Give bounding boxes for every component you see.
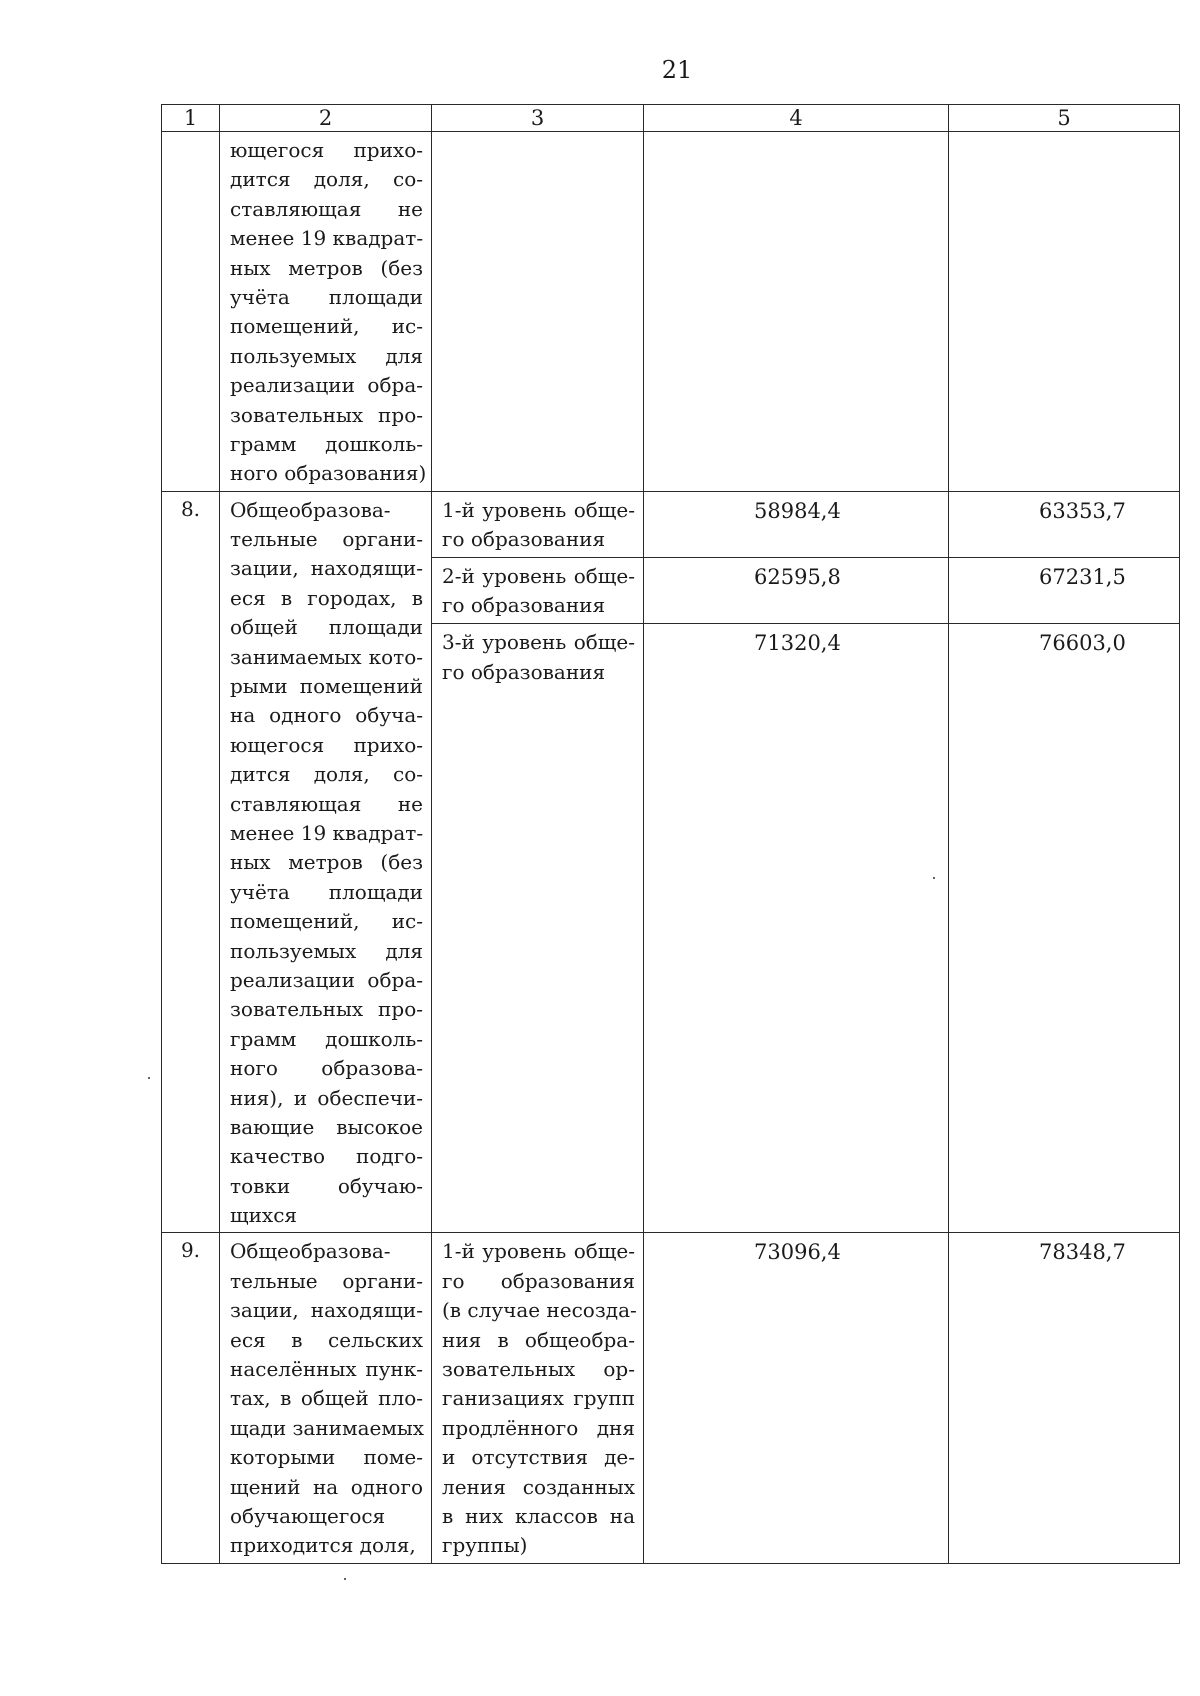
row-number: 8. bbox=[162, 491, 220, 1233]
header-col-2: 2 bbox=[220, 105, 432, 132]
description-cell bbox=[220, 1233, 432, 1563]
text-line: (в случае несозда- bbox=[442, 1298, 637, 1323]
text-line: реализации обра- bbox=[230, 967, 423, 992]
text-line: грамм дошколь- bbox=[230, 431, 423, 456]
value-cell-col4: 62595,8 bbox=[644, 558, 949, 624]
text-line: тельные органи- bbox=[230, 1268, 423, 1293]
scan-speck bbox=[148, 1077, 150, 1079]
value-cell-col5: 63353,7 bbox=[949, 491, 1180, 557]
text-line: зовательных ор- bbox=[442, 1357, 635, 1382]
text-line: зации, находящи- bbox=[230, 556, 423, 581]
text-line: и отсутствия де- bbox=[442, 1445, 635, 1470]
text-line: помещений, ис- bbox=[230, 909, 423, 934]
text-line: еся в городах, в bbox=[230, 585, 423, 610]
level-cell bbox=[432, 624, 644, 1233]
value-cell-col5: 67231,5 bbox=[949, 558, 1180, 624]
header-col-5: 5 bbox=[949, 105, 1180, 132]
text-line: 3-й уровень обще- bbox=[442, 630, 635, 655]
header-col-4: 4 bbox=[644, 105, 949, 132]
page-number: 21 bbox=[661, 56, 693, 84]
scan-speck bbox=[344, 1578, 346, 1580]
text-line: тельные органи- bbox=[230, 527, 423, 552]
text-line: ставляющая не bbox=[230, 196, 423, 221]
text-line: учёта площади bbox=[230, 879, 423, 904]
description-cell bbox=[220, 491, 432, 1233]
text-line: ного образова- bbox=[230, 1056, 423, 1081]
text-line: го образования bbox=[442, 593, 606, 618]
level-cell bbox=[432, 1233, 644, 1563]
table-row-continuation bbox=[162, 132, 1180, 492]
row-number-cell bbox=[162, 132, 220, 492]
text-line: реализации обра- bbox=[230, 373, 423, 398]
text-line: населённых пунк- bbox=[230, 1357, 423, 1382]
text-line: ных метров (без bbox=[230, 255, 423, 280]
text-line: Общеобразова- bbox=[230, 1239, 391, 1264]
text-line: ганизациях групп bbox=[442, 1386, 635, 1411]
value-cell-col4: 71320,4 bbox=[644, 624, 949, 1233]
text-line: грамм дошколь- bbox=[230, 1026, 423, 1051]
text-line: ния), и обеспечи- bbox=[230, 1085, 423, 1110]
description-cell bbox=[220, 132, 432, 492]
header-col-3: 3 bbox=[432, 105, 644, 132]
text-line: 1-й уровень обще- bbox=[442, 1239, 635, 1264]
scan-speck bbox=[933, 877, 935, 879]
value-cell-col4: 73096,4 bbox=[644, 1233, 949, 1563]
text-line: рыми помещений bbox=[230, 674, 423, 699]
text-line: ных метров (без bbox=[230, 850, 423, 875]
table-row-8-level-1 bbox=[162, 491, 1180, 557]
text-line: щений на одного bbox=[230, 1474, 423, 1499]
text-line: ления созданных bbox=[442, 1474, 635, 1499]
tariff-table bbox=[161, 104, 1180, 1564]
text-line: вающие высокое bbox=[230, 1114, 423, 1139]
text-line: ставляющая не bbox=[230, 791, 423, 816]
level-cell bbox=[432, 132, 644, 492]
table-row-9 bbox=[162, 1233, 1180, 1563]
row-number: 9. bbox=[162, 1233, 220, 1563]
text-line: продлённого дня bbox=[442, 1415, 635, 1440]
text-line: пользуемых для bbox=[230, 938, 423, 963]
text-line: го образования bbox=[442, 1268, 635, 1293]
text-line: ния в общеобра- bbox=[442, 1327, 635, 1352]
level-cell bbox=[432, 491, 644, 557]
text-line: зации, находящи- bbox=[230, 1298, 423, 1323]
text-line: дится доля, со- bbox=[230, 167, 423, 192]
text-line: в них классов на bbox=[442, 1503, 635, 1528]
text-line: ющегося прихо- bbox=[230, 732, 423, 757]
text-line: го образования bbox=[442, 659, 606, 684]
text-line: 1-й уровень обще- bbox=[442, 497, 635, 522]
text-line: щихся bbox=[230, 1203, 298, 1228]
text-line: обучающегося bbox=[230, 1503, 386, 1528]
text-line: учёта площади bbox=[230, 284, 423, 309]
value-cell-col5: 76603,0 bbox=[949, 624, 1180, 1233]
text-line: дится доля, со- bbox=[230, 762, 423, 787]
text-line: еся в сельских bbox=[230, 1327, 423, 1352]
text-line: тах, в общей пло- bbox=[230, 1386, 423, 1411]
table-header-row bbox=[162, 105, 1180, 132]
value-cell-col4: 58984,4 bbox=[644, 491, 949, 557]
text-line: щади занимаемых bbox=[230, 1415, 425, 1440]
text-line: менее 19 квадрат- bbox=[230, 820, 424, 845]
text-line: помещений, ис- bbox=[230, 314, 423, 339]
value-cell-col5: 78348,7 bbox=[949, 1233, 1180, 1563]
text-line: группы) bbox=[442, 1533, 528, 1558]
text-line: 2-й уровень обще- bbox=[442, 564, 635, 589]
text-line: пользуемых для bbox=[230, 343, 423, 368]
text-line: товки обучаю- bbox=[230, 1173, 423, 1198]
text-line: Общеобразова- bbox=[230, 497, 391, 522]
text-line: зовательных про- bbox=[230, 997, 423, 1022]
text-line: на одного обуча- bbox=[230, 703, 423, 728]
header-col-1: 1 bbox=[162, 105, 220, 132]
text-line: зовательных про- bbox=[230, 402, 423, 427]
text-line: го образования bbox=[442, 527, 606, 552]
text-line: ного образования) bbox=[230, 461, 427, 486]
text-line: которыми поме- bbox=[230, 1445, 423, 1470]
text-line: менее 19 квадрат- bbox=[230, 226, 424, 251]
level-cell bbox=[432, 558, 644, 624]
text-line: приходится доля, bbox=[230, 1533, 416, 1558]
text-line: занимаемых кото- bbox=[230, 644, 423, 669]
text-line: качество подго- bbox=[230, 1144, 423, 1169]
value-cell-col5 bbox=[949, 132, 1180, 492]
value-cell-col4 bbox=[644, 132, 949, 492]
text-line: общей площади bbox=[230, 615, 423, 640]
text-line: ющегося прихо- bbox=[230, 138, 423, 162]
